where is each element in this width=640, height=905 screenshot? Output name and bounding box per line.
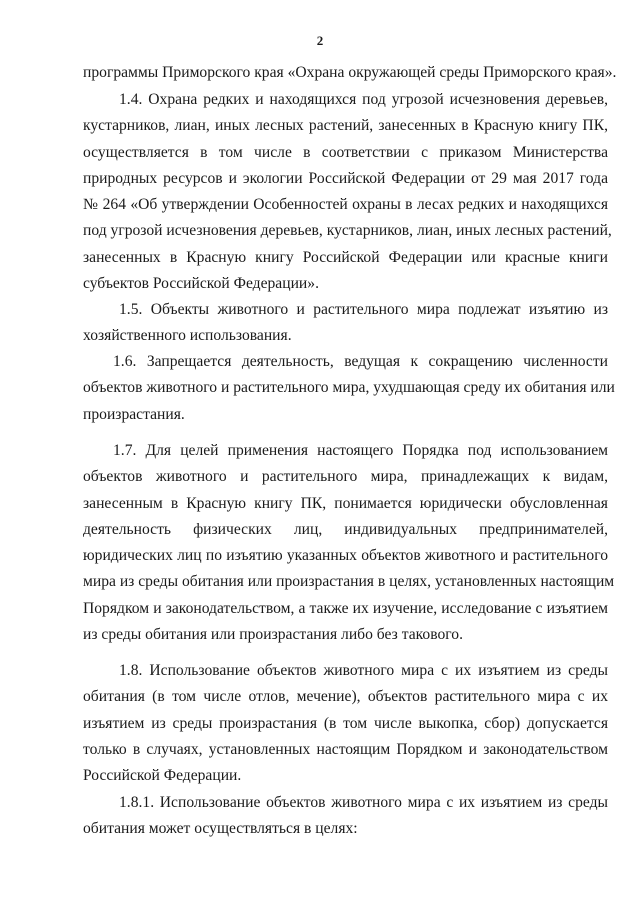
text-line: осуществляется в том числе в соответствии с приказом Министерства: [83, 143, 608, 161]
text-line: объектов животного и растительного мира, принадлежащих к видам,: [83, 468, 608, 486]
paragraph-1-7: [83, 438, 615, 648]
text-line: 1.4. Охрана редких и находящихся под угрозой исчезновения деревьев,: [119, 91, 608, 108]
text-line: занесенных в Красную книгу Российской Федерации или красные книги: [83, 248, 608, 266]
text-line: хозяйственного использования.: [83, 327, 292, 345]
text-line: только в случаях, установленных настоящим Порядком и законодательством: [83, 740, 608, 758]
text-line: объектов животного и растительного мира, ухудшающая среду их обитания или: [83, 379, 615, 397]
paragraph-program-continuation: [83, 60, 617, 86]
text-line: обитания (в том числе отлов, мечение), объектов растительного мира с их: [83, 688, 608, 706]
text-line: № 264 «Об утверждении Особенностей охраны в лесах редких и находящихся: [83, 196, 608, 214]
page-number: 2: [316, 33, 324, 48]
paragraph-1-5: [83, 297, 608, 350]
paragraph-1-6: [83, 349, 615, 428]
text-line: Порядком и законодательством, а также их изучение, исследование с изъятием: [83, 599, 608, 617]
text-line: 1.8.1. Использование объектов животного мира с их изъятием из среды: [119, 794, 608, 811]
text-line: обитания может осуществляться в целях:: [83, 820, 358, 838]
text-line: деятельность физических лиц, индивидуальных предпринимателей,: [83, 520, 608, 538]
paragraph-1-4: [83, 87, 612, 297]
text-line: 1.6. Запрещается деятельность, ведущая к сокращению численности: [113, 353, 608, 370]
text-line: 1.5. Объекты животного и растительного мира подлежат изъятию из: [119, 301, 608, 318]
text-line: из среды обитания или произрастания либо без такового.: [83, 626, 463, 644]
text-line: кустарников, лиан, иных лесных растений, занесенных в Красную книгу ПК,: [83, 117, 608, 135]
text-line: субъектов Российской Федерации».: [83, 275, 319, 293]
text-line: программы Приморского края «Охрана окружающей среды Приморского края».: [83, 64, 617, 81]
text-line: занесенным в Красную книгу ПК, понимается юридически обусловленная: [83, 494, 608, 512]
paragraph-1-8: [83, 658, 608, 789]
text-line: 1.8. Использование объектов животного мира с их изъятием из среды: [119, 662, 608, 679]
text-line: мира из среды обитания или произрастания в целях, установленных настоящим: [83, 573, 615, 591]
text-line: под угрозой исчезновения деревьев, кустарников, лиан, иных лесных растений,: [83, 222, 612, 240]
text-line: изъятием из среды произрастания (в том числе выкопка, сбор) допускается: [83, 714, 608, 732]
text-line: 1.7. Для целей применения настоящего Порядка под использованием: [113, 442, 608, 459]
text-line: произрастания.: [83, 405, 185, 423]
text-line: природных ресурсов и экологии Российской Федерации от 29 мая 2017 года: [83, 169, 608, 187]
paragraph-1-8-1: [83, 790, 608, 843]
text-line: Российской Федерации.: [83, 767, 242, 785]
text-line: юридических лиц по изъятию указанных объектов животного и растительного: [83, 547, 608, 565]
